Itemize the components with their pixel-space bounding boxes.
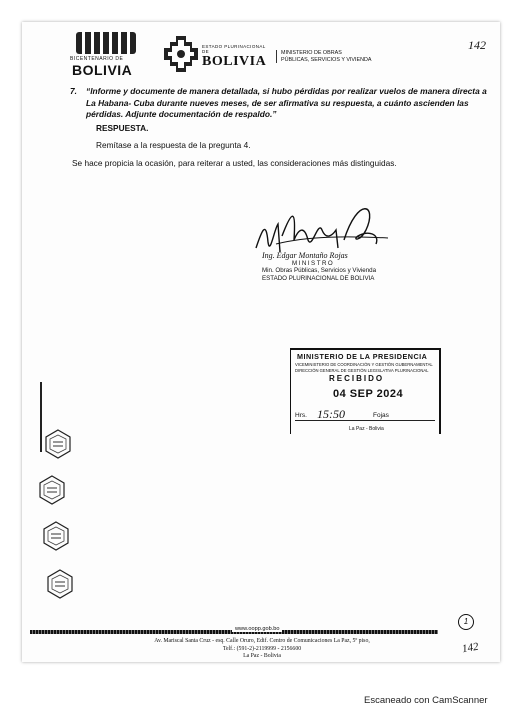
stamp-hours-label: Hrs. bbox=[295, 412, 307, 419]
response-text: Remítase a la respuesta de la pregunta 4. bbox=[96, 140, 251, 150]
stamp-divider bbox=[295, 420, 435, 421]
stamp-city: La Paz - Bolivia bbox=[349, 426, 384, 432]
logo-center-big-text: BOLIVIA bbox=[202, 54, 267, 69]
seal-stamp-icon bbox=[42, 428, 74, 460]
logo-center-small-text: ESTADO PLURINACIONAL DE bbox=[202, 44, 266, 54]
handwritten-page-number: 142 bbox=[468, 38, 486, 52]
logo-left-small-text: BICENTENARIO DE bbox=[70, 56, 124, 62]
ministry-line-1: MINISTERIO DE OBRAS bbox=[281, 50, 342, 56]
bicentenario-mark-icon bbox=[76, 32, 136, 54]
estado-plurinacional-logo bbox=[202, 44, 272, 70]
seal-stamp-icon bbox=[40, 520, 72, 552]
ministry-header bbox=[276, 50, 391, 63]
seal-stamp-icon bbox=[36, 474, 68, 506]
question-number: 7. bbox=[70, 86, 77, 96]
footer-address: Av. Mariscal Santa Cruz - esq. Calle Oruro, Edif. Centro de Comunicaciones La Paz, 5º piso, bbox=[154, 638, 370, 644]
footer-city: La Paz - Bolivia bbox=[243, 653, 281, 659]
stamp-line-2: VICEMINISTERIO DE COORDINACIÓN Y GESTIÓN GUBERNAMENTAL bbox=[295, 362, 433, 367]
stamp-hours-value: 15:50 bbox=[317, 407, 345, 421]
chakana-emblem-icon bbox=[164, 36, 198, 72]
response-label: RESPUESTA. bbox=[96, 123, 149, 133]
footer-website: www.oopp.gob.bo bbox=[232, 626, 282, 632]
reception-stamp bbox=[290, 348, 441, 434]
handwritten-footer-number: 142 bbox=[461, 640, 480, 656]
stamp-date: 04 SEP 2024 bbox=[333, 388, 404, 400]
logo-left-big-text: BOLIVIA bbox=[72, 62, 133, 78]
signatory-name: Ing. Édgar Montaño Rojas bbox=[262, 251, 348, 260]
stamp-fojas-label: Fojas bbox=[373, 412, 389, 419]
seal-stamp-icon bbox=[44, 568, 76, 600]
footer-address-block bbox=[82, 638, 442, 661]
stamp-received: RECIBIDO bbox=[329, 374, 385, 383]
scanner-watermark: Escaneado con CamScanner bbox=[364, 695, 488, 706]
circled-page-number: 1 bbox=[458, 614, 474, 630]
signatory-line-2: ESTADO PLURINACIONAL DE BOLIVIA bbox=[262, 274, 375, 282]
signatory-role: MINISTRO bbox=[292, 259, 335, 267]
footer-phone: Telf.: (591-2)-2119999 - 2156600 bbox=[222, 645, 302, 652]
stamp-line-1: MINISTERIO DE LA PRESIDENCIA bbox=[297, 352, 428, 361]
ministry-line-2: PÚBLICAS, SERVICIOS Y VIVIENDA bbox=[281, 56, 372, 63]
bicentenario-logo bbox=[70, 32, 140, 78]
signature-block bbox=[262, 252, 402, 282]
closing-text: Se hace propicia la ocasión, para reiterar a usted, las consideraciones más distinguidas. bbox=[72, 158, 397, 168]
document-page bbox=[22, 22, 500, 662]
stamp-line-3: DIRECCIÓN GENERAL DE GESTIÓN LEGISLATIVA PLURINACIONAL bbox=[295, 368, 429, 373]
signatory-line-1: Min. Obras Públicas, Servicios y Vivienda bbox=[262, 267, 377, 274]
question-7 bbox=[70, 86, 490, 121]
question-text: “Informe y documente de manera detallada, si hubo pérdidas por realizar vuelos de manera directa a La Habana- Cuba durante nueves meses, de ser afirmativa su respuesta, a cuánto ascienden las pérdidas. Adjunte documentación de respaldo.” bbox=[86, 86, 487, 119]
